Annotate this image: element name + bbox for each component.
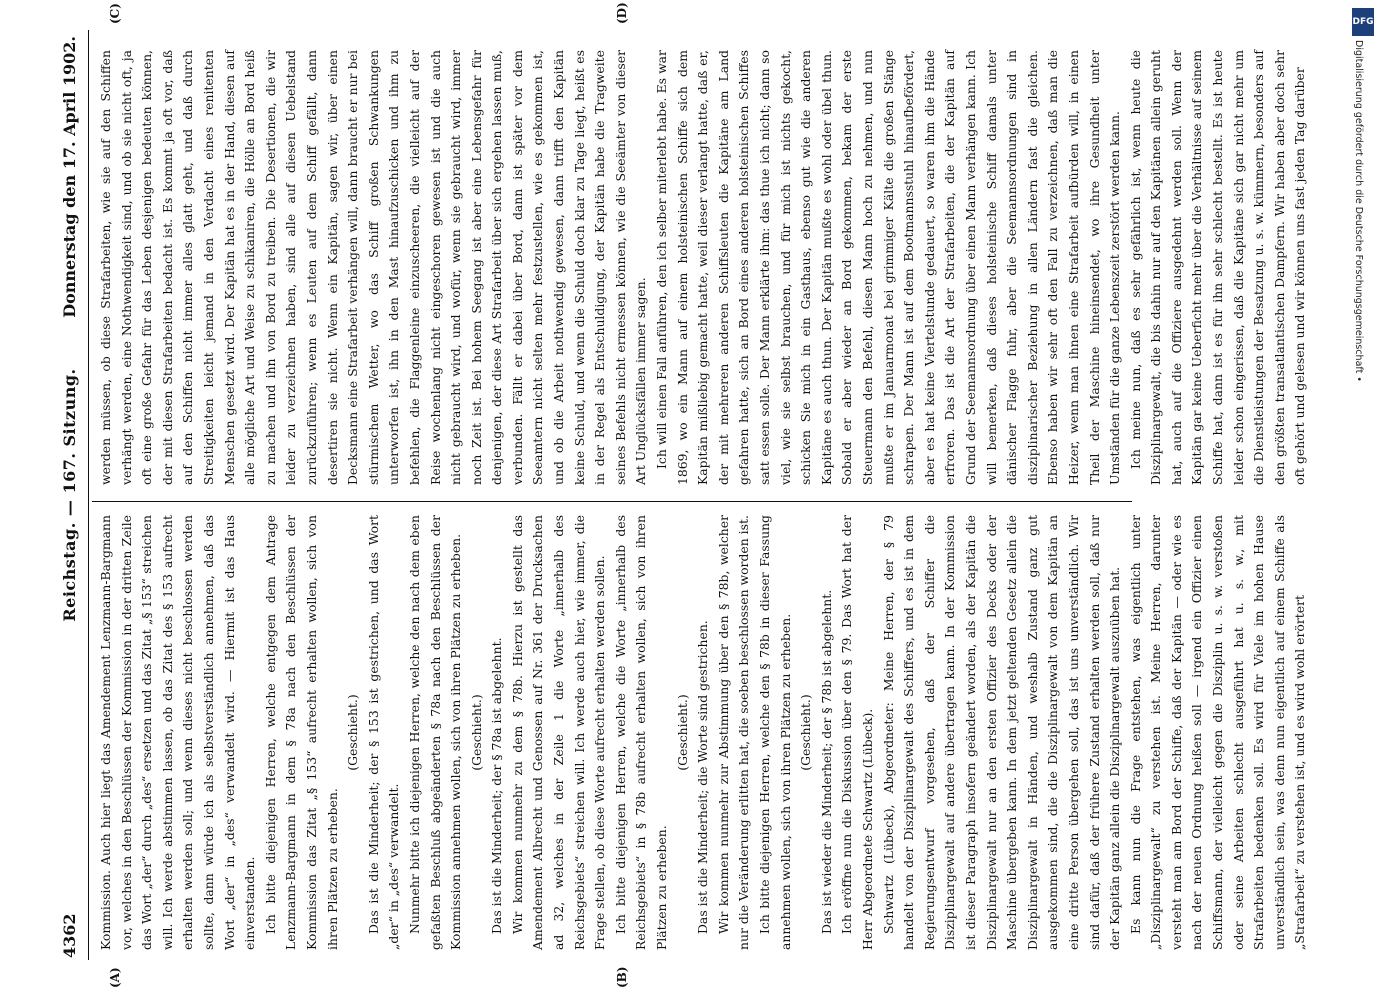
paragraph: Kommission. Auch hier liegt das Amendement Lenzmann-Bargmann vor, welches in den Beschlüssen der Kommission in der dritten Zeile das Wort „der“ durch „des“ ersetzen und das Zitat „§ 153“ streichen will. Ich werde abstimmen lassen, ob das Zitat des § 153 aufrecht erhalten werden soll; und wenn dieses nicht beschlossen werden sollte, dann würde ich als selbstverständlich annehmen, daß das Wort „der“ in „des“ verwandelt wird. — Hiermit ist das Haus einverstanden. [98,515,258,950]
paragraph: Ich bitte diejenigen Herren, welche die Worte „innerhalb des Reichsgebiets“ in § 78b aufrecht erhalten wollen, sich von ihren Plätzen zu erheben. [612,515,670,950]
margin-mark-a: (A) [108,967,122,988]
header-rule [88,30,89,960]
paragraph: Ich eröffne nun die Diskussion über den § 79. Das Wort hat der Herr Abgeordnete Schwartz (Lübeck). [839,515,875,950]
paragraph: Es kann nun die Frage entstehen, was eigentlich unter „Disziplinargewalt“ zu verstehen ist. Meine Herren, darunter versteht man am Bord der Schiffe, daß der Kapitän — oder wie es nach der neuen Ordnung heißen soll — irgend ein Offizier einen Schiffsmann, der vielleicht gegen die Disziplin u. s. w. verstoßen oder seine Arbeiten schlecht ausgeführt hat u. s. w., mit Strafarbeiten bedenken soll. Es wird für Viele im hohen Hause unverständlich sein, was denn nun eigentlich auf einem Schiffe als „Strafarbeit“ zu verstehen ist, und es wird wohl erörtert [1127,515,1308,950]
paragraph: Nunmehr bitte ich diejenigen Herren, welche den nach dem eben gefaßten Beschluß abgeänderten § 78a nach den Beschlüssen der Kommission annehmen wollen, sich von ihren Plätzen zu erheben. [406,515,464,950]
page-header [52,30,86,960]
procedural-note: (Geschieht.) [674,694,690,771]
paragraph: Ich will einen Fall anführen, den ich selber miterlebt habe. Es war 1869, wo ein Mann auf einem holsteinischen Schiffe sich dem Kapitän mißliebig gemacht hatte, weil dieser verlangt hatte, daß er, der mit mehreren anderen Schiffsleuten die Kapitäne am Land gefahren hatte, sich an Bord eines anderen holsteinischen Schiffes satt essen solle. Der Mann erklärte ihm: das thue ich nicht; dann so viel, wie sie selbst brauchen, und für mich ist nichts gekocht, schicken Sie mich in ein Gasthaus, ebenso gut wie die anderen Kapitäne es auch thun. Der Kapitän mußte es wohl oder übel thun. Sobald er aber wieder an Bord gekommen, bekam der erste Steuermann den Befehl, diesen Mann hoch zu nehmen, und nun mußte er im Januarmonat bei grimmiger Kälte die großen Stänge schrapen. Der Mann ist auf dem Bootmannsstuhl hinaufbefördert, aber es hat keine Viertelstunde gedauert, so waren ihm die Hände erfroren. Das ist die Art der Strafarbeiten, die der Kapitän auf Grund der Seemannsordnung über einen Mann verhängen kann. Ich will bemerken, daß dieses holsteinische Schiff damals unter dänischer Flagge fuhr, aber die Seemannsordnungen sind in disziplinarischer Beziehung in allen Ländern fast die gleichen. Ebenso haben wir sehr oft den Fall zu verzeichnen, daß man die Heizer, wenn man ihnen eine Strafarbeit aufbürden will, in einen Theil der Maschine hineinsendet, wo ihre Gesundheit unter Umständen für die ganze Lebenszeit zerstört werden kann. [654,50,1123,485]
paragraph: Das ist die Minderheit; der § 153 ist gestrichen, und das Wort „der“ in „des“ verwandelt. [365,515,402,950]
digitization-note [1353,40,1376,600]
paragraph: Das ist die Minderheit; die Worte sind gestrichen. [695,620,711,934]
paragraph: Das ist wieder die Minderheit; der § 78b ist abgelehnt. [818,589,834,934]
margin-mark-b: (B) [615,966,629,988]
right-column [96,50,1308,485]
speech-paragraph: Schwartz (Lübeck), Abgeordneter: Meine Herren, der § 79 handelt von der Disziplinargewalt des Schiffers, und es ist in dem Regierungsentwurf vorgesehen, daß der Schiffer die Disziplinargewalt auf andere übertragen kann. In der Kommission ist dieser Paragraph insofern geändert worden, als der Kapitän die Disziplinargewalt nur an den ersten Offizier des Decks oder der Maschine übergeben kann. In dem jetzt geltenden Gesetz allein die Disziplinargewalt in Händen, und weshalb Zustand ganz gut ausgekommen sind, die die Disziplinargewalt von dem Kapitän an eine dritte Person übergehen soll, das ist uns unverständlich. Wir sind dafür, daß der frühere Zustand erhalten werden soll, daß nur der Kapitän ganz allein die Disziplinargewalt auszuüben hat. [880,515,1123,950]
paragraph: Wir kommen nunmehr zu dem § 78b. Hierzu ist gestellt das Amendement Albrecht und Genossen auf Nr. 361 der Drucksachen ad 32, welches in der Zeile 1 die Worte „innerhalb des Reichsgebiets“ streichen will. Ich werde auch hier, wie immer, die Frage stellen, ob diese Worte aufrecht erhalten werden sollen. [509,515,608,950]
paragraph: Das ist die Minderheit; der § 78a ist abgelehnt. [489,637,505,934]
margin-mark-d: (D) [615,2,629,24]
digitization-note-text: Digitalisierung gefördert durch die Deutsche Forschungsgemeinschaft • [1353,40,1364,382]
column-divider [92,501,1132,502]
left-column [96,515,1308,950]
paragraph: werden müssen, ob diese Strafarbeiten, wie sie auf den Schiffen verhängt werden, eine Nothwendigkeit sind, und ob sie nicht oft, ja oft eine große Gefahr für das Leben desjenigen bedeuten können, der mit diesen Strafarbeiten bedacht ist. Es kommt ja oft vor, daß auf den Schiffen nicht immer alles glatt geht, und daß durch Streitigkeiten leicht jemand in den Verdacht eines renitenten Menschen gesetzt wird. Der Kapitän hat es in der Hand, diesen auf alle mögliche Art und Weise zu schikaniren, die Hölle an Bord heiß zu machen und ihn von Bord zu treiben. Die Desertionen, die wir leider zu verzeichnen haben, sind alle auf diesen Uebelstand zurückzuführen; wenn es Leuten auf dem Schiff gefällt, dann desertiren sie nicht. Wenn ein Kapitän, sagen wir, über einen Decksmann eine Strafarbeit verhängen will, dann braucht er nur bei stürmischem Wetter, wo das Schiff großen Schwankungen unterworfen ist, ihn in den Mast hinaufzuschicken und ihm zu befehlen, die Flaggenleine einzuscheeren, die vielleicht auf der Reise wochenlang nicht eingeschoren gewesen ist und die auch nicht gebraucht wird, und wofür, wenn sie gebraucht wird, immer noch Zeit ist. Bei hohem Seegang ist aber eine Lebensgefahr für denjenigen, der diese Art Strafarbeit über sich ergehen lassen muß, verbunden. Fällt er dabei über Bord, dann ist später vor dem Seeamtern nicht selten mehr festzustellen, wie es gekommen ist, und ob die Arbeit nothwendig gewesen, dann trifft den Kapitän keine Schuld, und wenn die Schuld doch klar zu Tage liegt, heißt es in der Regel als Entschuldigung, der Kapitän habe die Tragweite seines Befehls nicht ermessen können, wie die Seeämter von dieser Art Unglücksfällen immer sagen. [98,50,649,485]
paragraph: Ich bitte diejenigen Herren, welche den § 78b in dieser Fassung annehmen wollen, sich von ihren Plätzen zu erheben. [757,515,793,950]
running-title: Reichstag. — 167. Sitzung. [60,368,79,622]
procedural-note: (Geschieht.) [468,694,484,771]
paragraph: Ich bitte diejenigen Herren, welche entgegen dem Antrage Lenzmann-Bargmann in dem § 78a nach den Beschlüssen der Kommission das Zitat „§ 153“ aufrecht erhalten wollen, sich von ihren Plätzen zu erheben. [262,515,340,950]
procedural-note: (Geschieht.) [798,694,814,771]
header-date: Donnerstag den 17. April 1902. [60,36,79,318]
paragraph: Wir kommen nunmehr zur Abstimmung über den § 78b, welcher nur die Veränderung erlitten hat, die soeben beschlossen worden ist. [715,515,752,950]
dfg-logo: DFG [1352,8,1374,36]
margin-mark-c: (C) [108,3,122,24]
paragraph: Ich meine nun, daß es sehr gefährlich ist, wenn heute die Disziplinargewalt, die bis dahin nur auf den Kapitänen allein geruht hat, auch auf die Offiziere ausgedehnt werden soll. Wenn der Kapitän gar keine Ueberficht mehr über die Verhältnisse auf seinem Schiffe hat, dann ist es für ihn sehr schlecht bestellt. Es ist heute leider schon eingerissen, daß die Kapitäne sich gar nicht mehr um die Dienstleistungen der Besatzung u. s. w. kümmern, besonders auf den größten transatlantischen Dampfern. Wir haben aber doch sehr oft gehört und gelesen und wir können uns fast jeden Tag darüber [1127,50,1308,485]
page-number: 4362 [60,913,79,958]
procedural-note: (Geschieht.) [345,694,361,771]
